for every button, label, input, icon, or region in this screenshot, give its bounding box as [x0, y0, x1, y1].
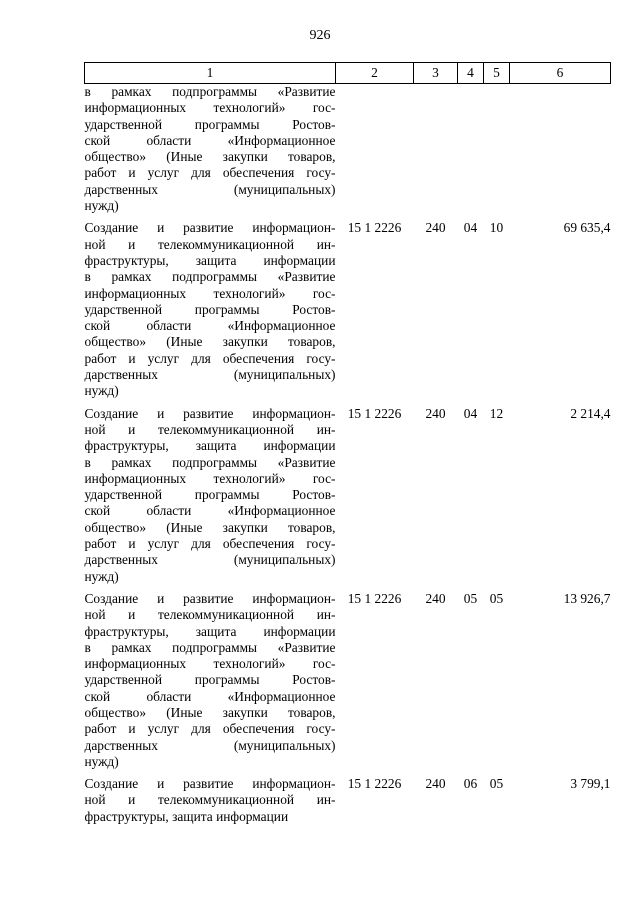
text-line: нужд) — [84, 198, 119, 214]
text-line: фраструктуры, защита информации — [84, 438, 336, 454]
table-row — [85, 770, 611, 825]
text-line: информационных технологий» гос- — [84, 100, 336, 116]
text-line: дарственных (муниципальных) — [84, 737, 336, 753]
text-line: информационных технологий» гос- — [84, 470, 336, 486]
subsection-code: 05 — [489, 776, 504, 792]
text-line: ударственной программы Ростов- — [84, 116, 336, 132]
table-row — [85, 214, 611, 399]
text-line: работ и услуг для обеспечения госу- — [84, 165, 336, 181]
text-line: ской области «Информационное — [84, 688, 336, 704]
text-line: нужд) — [84, 568, 119, 584]
column-header-6: 6 — [510, 63, 611, 84]
row-description — [85, 400, 336, 585]
text-line: общество» (Иные закупки товаров, — [84, 704, 336, 720]
expense-type-code: 240 — [425, 405, 446, 421]
table-row — [85, 400, 611, 585]
column-header-4: 4 — [458, 63, 484, 84]
text-line: Создание и развитие информацион- — [84, 220, 336, 236]
target-article-code: 15 1 2226 — [347, 590, 402, 606]
expense-type-code: 240 — [425, 776, 446, 792]
text-line: ной и телекоммуникационной ин- — [84, 421, 336, 437]
column-header-1: 1 — [85, 63, 336, 84]
text-line: в рамках подпрограммы «Развитие — [84, 269, 336, 285]
target-article-code: 15 1 2226 — [347, 776, 402, 792]
text-line: работ и услуг для обеспечения госу- — [84, 350, 336, 366]
column-header-5: 5 — [484, 63, 510, 84]
section-code: 05 — [463, 590, 478, 606]
text-line: общество» (Иные закупки товаров, — [84, 519, 336, 535]
text-line: фраструктуры, защита информации — [84, 808, 289, 824]
text-line: Создание и развитие информацион- — [84, 590, 336, 606]
amount-value: 13 926,7 — [563, 590, 611, 606]
section-code: 06 — [463, 776, 478, 792]
expense-type-code: 240 — [425, 220, 446, 236]
text-line: общество» (Иные закупки товаров, — [84, 149, 336, 165]
text-line: дарственных (муниципальных) — [84, 181, 336, 197]
text-line: ной и телекоммуникационной ин- — [84, 607, 336, 623]
text-line: ударственной программы Ростов- — [84, 301, 336, 317]
text-line: работ и услуг для обеспечения госу- — [84, 721, 336, 737]
text-line: в рамках подпрограммы «Развитие — [84, 639, 336, 655]
budget-table — [84, 62, 611, 825]
text-line: работ и услуг для обеспечения госу- — [84, 536, 336, 552]
text-line: информационных технологий» гос- — [84, 285, 336, 301]
text-line: ной и телекоммуникационной ин- — [84, 792, 336, 808]
text-line: фраструктуры, защита информации — [84, 252, 336, 268]
text-line: ской области «Информационное — [84, 318, 336, 334]
amount-value: 2 214,4 — [570, 405, 611, 421]
column-header-3: 3 — [414, 63, 458, 84]
table-row — [85, 585, 611, 770]
text-line: ной и телекоммуникационной ин- — [84, 236, 336, 252]
text-line: Создание и развитие информацион- — [84, 776, 336, 792]
page-number: 926 — [309, 28, 331, 43]
target-article-code: 15 1 2226 — [347, 405, 402, 421]
text-line: Создание и развитие информацион- — [84, 405, 336, 421]
text-line: дарственных (муниципальных) — [84, 367, 336, 383]
amount-value: 69 635,4 — [563, 220, 611, 236]
section-code: 04 — [463, 405, 478, 421]
subsection-code: 12 — [489, 405, 504, 421]
header-row — [85, 63, 611, 84]
section-code: 04 — [463, 220, 478, 236]
row-description — [85, 770, 336, 825]
text-line: нужд) — [84, 753, 119, 769]
text-line: ударственной программы Ростов- — [84, 672, 336, 688]
text-line: фраструктуры, защита информации — [84, 623, 336, 639]
text-line: ской области «Информационное — [84, 132, 336, 148]
amount-value: 3 799,1 — [570, 776, 611, 792]
row-description — [85, 214, 336, 399]
text-line: в рамках подпрограммы «Развитие — [84, 84, 336, 99]
text-line: информационных технологий» гос- — [84, 656, 336, 672]
continuation-description — [85, 84, 336, 215]
text-line: в рамках подпрограммы «Развитие — [84, 454, 336, 470]
text-line: ударственной программы Ростов- — [84, 487, 336, 503]
target-article-code: 15 1 2226 — [347, 220, 402, 236]
expense-type-code: 240 — [425, 590, 446, 606]
subsection-code: 10 — [489, 220, 504, 236]
row-description — [85, 585, 336, 770]
text-line: общество» (Иные закупки товаров, — [84, 334, 336, 350]
text-line: ской области «Информационное — [84, 503, 336, 519]
subsection-code: 05 — [489, 590, 504, 606]
text-line: дарственных (муниципальных) — [84, 552, 336, 568]
continuation-row — [85, 84, 611, 215]
text-line: нужд) — [84, 383, 119, 399]
column-header-2: 2 — [336, 63, 414, 84]
